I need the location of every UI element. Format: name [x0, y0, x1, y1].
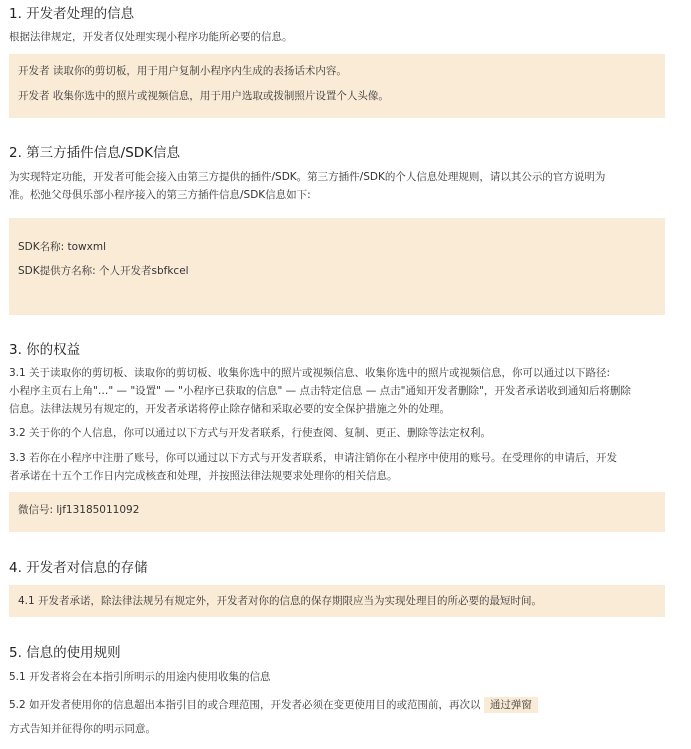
- para-3-2: 3.2 关于你的个人信息，你可以通过以下方式与开发者联系，行使查阅、复制、更正、删除等法定权利。: [9, 427, 492, 439]
- para-3-1-line3: 信息。法律法规另有规定的，开发者承诺将停止除存储和采取必要的安全保护措施之外的处理。: [9, 403, 450, 415]
- para-5-2-line2: 方式告知并征得你的明示同意。: [9, 723, 156, 735]
- section-1-info-box: [9, 54, 665, 118]
- wechat-id: 微信号: ljf13185011092: [18, 504, 140, 516]
- wechat-contact-box: [9, 492, 665, 532]
- para-3-1-line1: 3.1 关于读取你的剪切板、读取你的剪切板、收集你选中的照片或视频信息、收集你选中的照片或视频信息，你可以通过以下路径:: [9, 367, 611, 379]
- para-5-2-line1: [9, 696, 538, 714]
- para-5-2-text: 5.2 如开发者使用你的信息超出本指引目的或合理范围，开发者必须在变更使用目的或范围前，再次以: [9, 699, 481, 711]
- para-4-1: 4.1 开发者承诺，除法律法规另有规定外，开发者对你的信息的保存期限应当为实现处理目的所必要的最短时间。: [18, 595, 543, 607]
- section-2-title: 2. 第三方插件信息/SDK信息: [9, 145, 181, 161]
- para-5-1: 5.1 开发者将会在本指引所明示的用途内使用收集的信息: [9, 671, 271, 683]
- section-1-title: 1. 开发者处理的信息: [9, 6, 135, 22]
- sdk-provider: SDK提供方名称: 个人开发者sbfkcel: [18, 265, 189, 277]
- popup-highlight: 通过弹窗: [484, 697, 538, 713]
- section-3-title: 3. 你的权益: [9, 342, 81, 358]
- sdk-name: SDK名称: towxml: [18, 241, 106, 253]
- sdk-info-box: [9, 218, 665, 315]
- info-item-clipboard: 开发者 读取你的剪切板，用于用户复制小程序内生成的表扬话术内容。: [18, 65, 347, 77]
- section-2-intro-line1: 为实现特定功能，开发者可能会接入由第三方提供的插件/SDK。第三方插件/SDK的个人信息处理规则，请以其公示的官方说明为: [9, 171, 606, 183]
- para-3-3-line1: 3.3 若你在小程序中注册了账号，你可以通过以下方式与开发者联系，申请注销你在小程序中使用的账号。在受理你的申请后，开发: [9, 452, 618, 464]
- section-5-title: 5. 信息的使用规则: [9, 645, 121, 661]
- info-item-photos: 开发者 收集你选中的照片或视频信息，用于用户选取或拨制照片设置个人头像。: [18, 90, 389, 102]
- section-2-intro-line2: 准。松弛父母俱乐部小程序接入的第三方插件信息/SDK信息如下:: [9, 189, 311, 201]
- section-1-intro: 根据法律规定，开发者仅处理实现小程序功能所必要的信息。: [9, 31, 293, 43]
- para-3-3-line2: 者承诺在十五个工作日内完成核查和处理，并按照法律法规要求处理你的相关信息。: [9, 470, 398, 482]
- section-4-title: 4. 开发者对信息的存储: [9, 560, 148, 576]
- para-3-1-line2: 小程序主页右上角"…" — "设置" — "小程序已获取的信息" — 点击特定信息 — 点击"通知开发者删除"，开发者承诺收到通知后将删除: [9, 385, 631, 397]
- storage-info-box: [9, 585, 665, 617]
